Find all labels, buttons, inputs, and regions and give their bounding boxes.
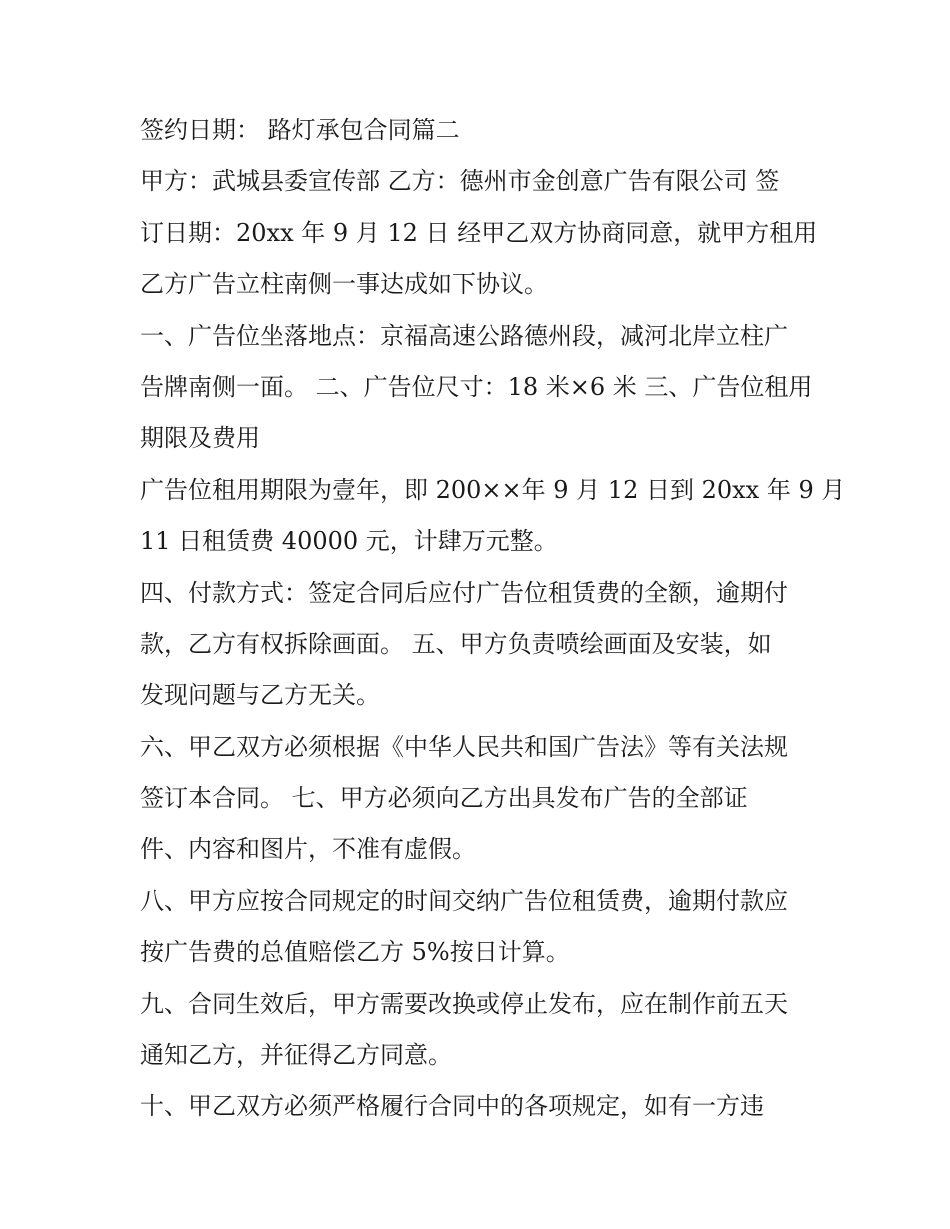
text-line: 乙方广告立柱南侧一事达成如下协议。 xyxy=(140,270,548,299)
text-line: 11 日租赁费 40000 元，计肆万元整。 xyxy=(140,527,558,556)
text-line: 广告位租用期限为壹年，即 200××年 9 月 12 日到 20xx 年 9 月 xyxy=(140,475,846,504)
text-line: 告牌南侧一面。 二、广告位尺寸：18 米×6 米 三、广告位租用 xyxy=(140,372,813,401)
contract-text xyxy=(140,105,846,1133)
text-line: 九、合同生效后，甲方需要改换或停止发布，应在制作前五天 xyxy=(140,989,788,1018)
text-line: 四、付款方式：签定合同后应付广告位租赁费的全额，逾期付 xyxy=(140,578,788,607)
text-line: 一、广告位坐落地点：京福高速公路德州段，减河北岸立柱广 xyxy=(140,321,788,350)
text-line: 期限及费用 xyxy=(140,424,260,453)
text-line: 签约日期： 路灯承包合同篇二 xyxy=(140,116,460,144)
text-line: 按广告费的总值赔偿乙方 5%按日计算。 xyxy=(140,938,570,967)
text-line: 签订本合同。 七、甲方必须向乙方出具发布广告的全部证 xyxy=(140,784,748,813)
text-line: 六、甲乙双方必须根据《中华人民共和国广告法》等有关法规 xyxy=(140,732,788,761)
text-line: 发现问题与乙方无关。 xyxy=(140,681,380,710)
text-line: 件、内容和图片，不准有虚假。 xyxy=(140,835,476,864)
text-line: 十、甲乙双方必须严格履行合同中的各项规定，如有一方违 xyxy=(140,1092,764,1121)
text-line: 订日期：20xx 年 9 月 12 日 经甲乙双方协商同意，就甲方租用 xyxy=(140,218,818,247)
text-line: 通知乙方，并征得乙方同意。 xyxy=(140,1041,452,1070)
text-line: 款，乙方有权拆除画面。 五、甲方负责喷绘画面及安装，如 xyxy=(140,629,772,658)
text-line: 八、甲方应按合同规定的时间交纳广告位租赁费，逾期付款应 xyxy=(140,886,788,915)
text-line: 甲方：武城县委宣传部 乙方：德州市金创意广告有限公司 签 xyxy=(140,167,780,196)
